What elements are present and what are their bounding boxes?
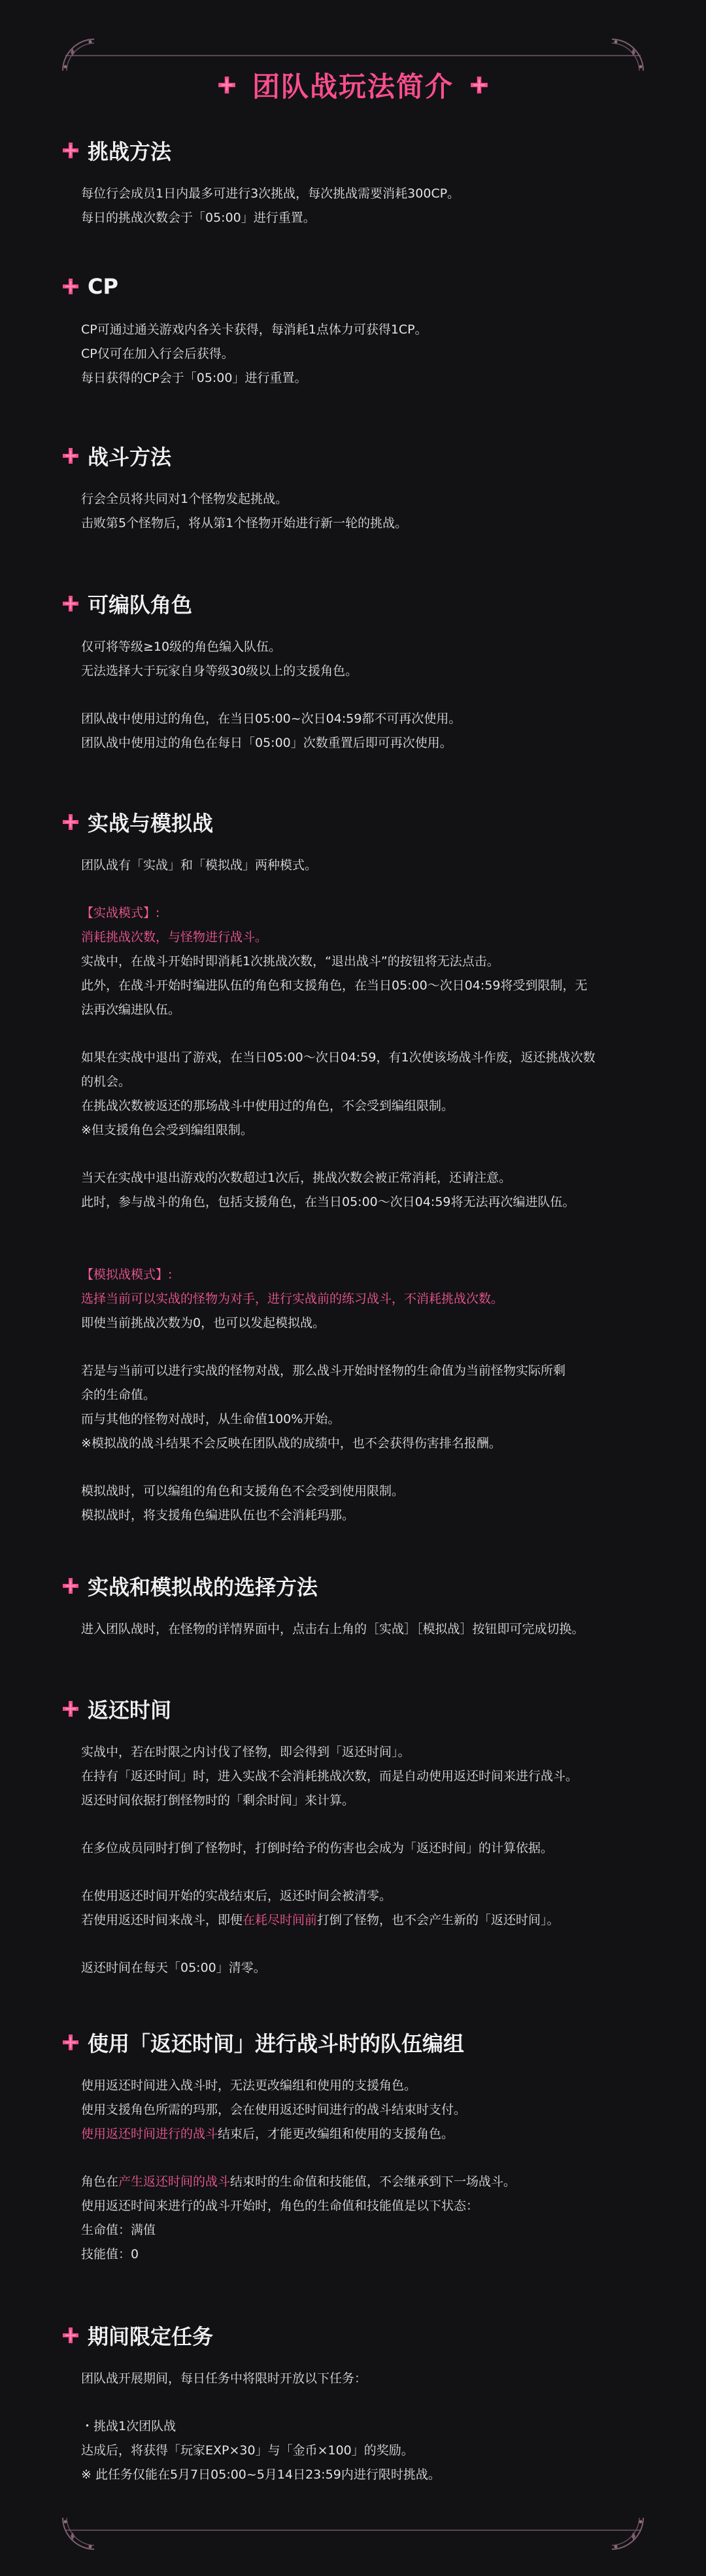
text-line: 达成后，将获得「玩家EXP×30」与「金币×100」的奖励。 [81, 2443, 414, 2458]
text-line-mixed [81, 2170, 643, 2194]
text-line: 无法选择大于玩家自身等级30级以上的支援角色。 [81, 664, 358, 678]
text-line: 而与其他的怪物对战时，从生命值100%开始。 [81, 1412, 341, 1426]
section-team-characters [0, 588, 706, 755]
text-line: 若是与当前可以进行实战的怪物对战，那么战斗开始时怪物的生命值为当前怪物实际所剩 [81, 1364, 566, 1378]
text-line-highlight: 消耗挑战次数，与怪物进行战斗。 [81, 930, 268, 944]
text-line: 实战中，在战斗开始时即消耗1次挑战次数，“退出战斗”的按钮将无法点击。 [81, 954, 499, 969]
text-line: 如果在实战中退出了游戏，在当日05:00～次日04:59，有1次使该场战斗作废，返还挑战次数 [81, 1050, 596, 1065]
text-line: 使用支援角色所需的玛那，会在使用返还时间进行的战斗结束时支付。 [81, 2103, 467, 2117]
text-line: 在使用返还时间开始的实战结束后，返还时间会被清零。 [81, 1889, 392, 1903]
text-line: 团队战中使用过的角色，在当日05:00~次日04:59都不可再次使用。 [81, 712, 462, 726]
text-line: 在持有「返还时间」时，进入实战不会消耗挑战次数，而是自动使用返还时间来进行战斗。 [81, 1769, 579, 1783]
section-cp [0, 271, 706, 390]
text-span: 结束时的生命值和技能值，不会继承到下一场战斗。 [230, 2174, 516, 2189]
text-line: 技能值：0 [81, 2247, 139, 2261]
text-line: 在挑战次数被返还的那场战斗中使用过的角色，不会受到编组限制。 [81, 1099, 454, 1113]
text-span: 结束后，才能更改编组和使用的支援角色。 [218, 2127, 454, 2141]
section-title: 使用「返还时间」进行战斗时的队伍编组 [88, 2031, 465, 2056]
top-frame-line [65, 55, 641, 56]
pink-cross-icon [61, 447, 80, 465]
text-line: CP可通过通关游戏内各关卡获得，每消耗1点体力可获得1CP。 [81, 322, 428, 337]
text-line: ・挑战1次团队战 [81, 2419, 176, 2433]
pink-cross-icon [61, 813, 80, 831]
bottom-frame-line [65, 2530, 641, 2531]
text-line: 团队战中使用过的角色在每日「05:00」次数重置后即可再次使用。 [81, 736, 452, 750]
text-line: ※模拟战的战斗结果不会反映在团队战的成绩中，也不会获得伤害排名报酬。 [81, 1436, 501, 1451]
section-title: 返还时间 [88, 1698, 172, 1723]
text-line: 团队战有「实战」和「模拟战」两种模式。 [81, 858, 318, 872]
corner-ornament-icon [60, 2515, 97, 2552]
section-mode-switch [0, 1570, 706, 1641]
text-line: ※但支援角色会受到编组限制。 [81, 1123, 253, 1137]
text-line: 每日获得的CP会于「05:00」进行重置。 [81, 371, 307, 385]
text-line: 在多位成员同时打倒了怪物时，打倒时给予的伤害也会成为「返还时间」的计算依据。 [81, 1841, 554, 1855]
highlight-span: 产生返还时间的战斗 [118, 2174, 231, 2189]
section-title: 实战和模拟战的选择方法 [88, 1575, 318, 1600]
text-line: ※ 此任务仅能在5月7日05:00~5月14日23:59内进行限时挑战。 [81, 2467, 441, 2482]
section-title: 挑战方法 [88, 139, 172, 164]
page-title: 团队战玩法简介 [252, 71, 454, 103]
corner-ornament-icon [609, 2515, 646, 2552]
pink-cross-icon [61, 594, 80, 613]
text-line: 团队战开展期间，每日任务中将限时开放以下任务： [81, 2371, 367, 2386]
text-line: 行会全员将共同对1个怪物发起挑战。 [81, 492, 288, 506]
pink-cross-icon [217, 75, 237, 95]
pink-cross-icon [61, 277, 80, 296]
text-span: 若使用返还时间来战斗，即便 [81, 1913, 243, 1927]
pink-cross-icon [61, 1700, 80, 1718]
text-line: 余的生命值。 [81, 1388, 156, 1402]
text-line: CP仅可在加入行会后获得。 [81, 347, 234, 361]
text-line: 返还时间在每天「05:00」清零。 [81, 1961, 266, 1975]
text-line: 当天在实战中退出游戏的次数超过1次后，挑战次数会被正常消耗，还请注意。 [81, 1171, 512, 1185]
text-line: 每位行会成员1日内最多可进行3次挑战，每次挑战需要消耗300CP。 [81, 186, 460, 201]
text-line: 实战中，若在时限之内讨伐了怪物，即会得到「返还时间」。 [81, 1745, 411, 1759]
text-line: 此外，在战斗开始时编进队伍的角色和支援角色，在当日05:00～次日04:59将受到限制，无 [81, 978, 588, 993]
section-return-time [0, 1693, 706, 1980]
pink-cross-icon [61, 2033, 80, 2052]
text-line: 仅可将等级≥10级的角色编入队伍。 [81, 640, 282, 654]
text-line-highlight: 选择当前可以实战的怪物为对手，进行实战前的练习战斗，不消耗挑战次数。 [81, 1292, 504, 1306]
section-real-and-mock-battle [0, 806, 706, 1528]
highlight-span: 在耗尽时间前 [243, 1913, 318, 1927]
section-title: 实战与模拟战 [88, 811, 214, 836]
section-battle-method [0, 440, 706, 536]
section-title: CP [88, 274, 118, 299]
text-span: 角色在 [81, 2174, 119, 2189]
text-line: 进入团队战时，在怪物的详情界面中，点击右上角的［实战］［模拟战］按钮即可完成切换。 [81, 1622, 584, 1636]
real-mode-heading: 【实战模式】: [81, 906, 160, 920]
text-line-mixed [81, 1908, 643, 1932]
section-return-time-team [0, 2027, 706, 2267]
text-span: 打倒了怪物，也不会产生新的「返还时间」。 [317, 1913, 560, 1927]
text-line: 即使当前挑战次数为0，也可以发起模拟战。 [81, 1316, 326, 1330]
highlight-span: 使用返还时间进行的战斗 [81, 2127, 218, 2141]
text-line: 击败第5个怪物后，将从第1个怪物开始进行新一轮的挑战。 [81, 516, 408, 530]
text-line: 模拟战时，可以编组的角色和支援角色不会受到使用限制。 [81, 1484, 405, 1498]
pink-cross-icon [469, 75, 489, 95]
section-title: 期间限定任务 [88, 2324, 214, 2349]
text-line: 使用返还时间进入战斗时，无法更改编组和使用的支援角色。 [81, 2078, 417, 2093]
text-line: 每日的挑战次数会于「05:00」进行重置。 [81, 211, 316, 225]
text-line: 法再次编进队伍。 [81, 1003, 181, 1017]
text-line: 生命值：满值 [81, 2223, 156, 2237]
section-limited-missions [0, 2320, 706, 2487]
section-title: 可编队角色 [88, 592, 193, 617]
text-line-mixed [81, 2122, 643, 2146]
text-line: 使用返还时间来进行的战斗开始时，角色的生命值和技能值是以下状态： [81, 2199, 479, 2213]
mock-mode-heading: 【模拟战模式】: [81, 1267, 173, 1282]
text-line: 此时，参与战斗的角色，包括支援角色，在当日05:00～次日04:59将无法再次编进队伍。 [81, 1195, 575, 1209]
section-title: 战斗方法 [88, 445, 172, 470]
section-challenge-method [0, 135, 706, 230]
text-line: 的机会。 [81, 1074, 131, 1089]
pink-cross-icon [61, 2326, 80, 2344]
pink-cross-icon [61, 141, 80, 160]
text-line: 返还时间依据打倒怪物时的「剩余时间」来计算。 [81, 1793, 355, 1808]
text-line: 模拟战时，将支援角色编进队伍也不会消耗玛那。 [81, 1508, 355, 1522]
pink-cross-icon [61, 1577, 80, 1595]
page-header [0, 62, 706, 108]
